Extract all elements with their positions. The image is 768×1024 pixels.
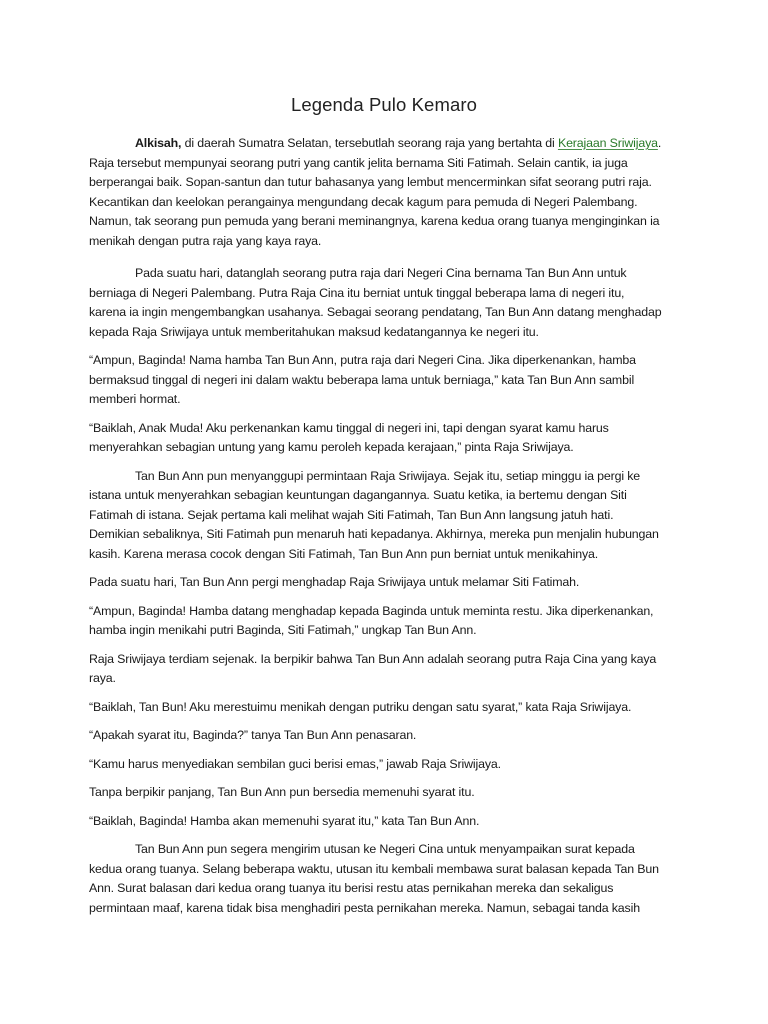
paragraph-1-pre-link: di daerah Sumatra Selatan, tersebutlah seorang raja yang bertahta di	[181, 136, 558, 150]
paragraph-1-lead: Alkisah,	[135, 136, 182, 150]
paragraph-10: “Apakah syarat itu, Baginda?” tanya Tan Bun Ann penasaran.	[89, 728, 417, 742]
paragraph-9: “Baiklah, Tan Bun! Aku merestuimu menikah dengan putriku dengan satu syarat,” kata Raja Sriwijaya.	[89, 699, 632, 714]
paragraph-1	[89, 134, 663, 251]
paragraph-3: “Ampun, Baginda! Nama hamba Tan Bun Ann, putra raja dari Negeri Cina. Jika diperkenankan, hamba bermaksud tinggal di negeri ini dalam waktu beberapa lama untuk berniaga,” kata Tan Bun Ann sambil memberi hormat.	[89, 353, 636, 406]
paragraph-7: “Ampun, Baginda! Hamba datang menghadap kepada Baginda untuk meminta restu. Jika diperkenankan, hamba ingin menikahi putri Baginda, Siti Fatimah,” ungkap Tan Bun Ann.	[89, 603, 654, 637]
paragraph-5: Tan Bun Ann pun menyanggupi permintaan Raja Sriwijaya. Sejak itu, setiap minggu ia pergi ke istana untuk menyerahkan sebagian keuntungan dagangannya. Suatu ketika, ia bertemu dengan Siti Fatimah di istana. Sejak pertama kali melihat wajah Siti Fatimah, Tan Bun Ann langsung jatuh hati. Demikian sebaliknya, Siti Fatimah pun menaruh hati kepadanya. Akhirnya, mereka pun menjalin hubungan kasih. Karena merasa cocok dengan Siti Fatimah, Tan Bun Ann pun berniat untuk menikahinya.	[89, 468, 659, 561]
kerajaan-sriwijaya-link[interactable]: Kerajaan Sriwijaya	[557, 136, 658, 150]
paragraph-12: Tanpa berpikir panjang, Tan Bun Ann pun bersedia memenuhi syarat itu.	[89, 785, 475, 799]
paragraph-11: “Kamu harus menyediakan sembilan guci berisi emas,” jawab Raja Sriwijaya.	[89, 756, 501, 771]
document-body	[89, 134, 663, 927]
paragraph-8: Raja Sriwijaya terdiam sejenak. Ia berpikir bahwa Tan Bun Ann adalah seorang putra Raja Cina yang kaya raya.	[89, 651, 657, 685]
paragraph-4: “Baiklah, Anak Muda! Aku perkenankan kamu tinggal di negeri ini, tapi dengan syarat kamu harus menyerahkan sebagian untung yang kamu peroleh kepada kerajaan,” pinta Raja Sriwijaya.	[89, 420, 609, 454]
paragraph-6: Pada suatu hari, Tan Bun Ann pergi menghadap Raja Sriwijaya untuk melamar Siti Fatimah.	[89, 575, 580, 589]
document-title: Legenda Pulo Kemaro	[290, 94, 477, 115]
paragraph-1-post-link: . Raja tersebut mempunyai seorang putri yang cantik jelita bernama Siti Fatimah. Selain cantik, ia juga berperangai baik. Sopan-santun dan tutur bahasanya yang lembut mencerminkan sifat seorang putri raja. Kecantikan dan keelokan perangainya mengundang decak kagum para pemuda di Negeri Palembang. Namun, tak seorang pun pemuda yang berani meminangnya, karena kedua orang tuanya menginginkan ia menikah dengan putra raja yang kaya raya.	[89, 136, 662, 248]
paragraph-14: Tan Bun Ann pun segera mengirim utusan ke Negeri Cina untuk menyampaikan surat kepada kedua orang tuanya. Selang beberapa waktu, utusan itu kembali membawa surat balasan kepada Tan Bun Ann. Surat balasan dari kedua orang tuanya itu berisi restu atas pernikahan mereka dan sekaligus permintaan maaf, karena tidak bisa menghadiri pesta pernikahan mereka. Namun, sebagai tanda kasih	[89, 842, 659, 915]
paragraph-2: Pada suatu hari, datanglah seorang putra raja dari Negeri Cina bernama Tan Bun Ann untuk berniaga di Negeri Palembang. Putra Raja Cina itu berniat untuk tinggal beberapa lama di negeri itu, karena ia ingin mengembangkan usahanya. Sebagai seorang pendatang, Tan Bun Ann datang menghadap kepada Raja Sriwijaya untuk memberitahukan maksud kedatangannya ke negeri itu.	[89, 266, 662, 339]
paragraph-13: “Baiklah, Baginda! Hamba akan memenuhi syarat itu,” kata Tan Bun Ann.	[89, 813, 480, 828]
